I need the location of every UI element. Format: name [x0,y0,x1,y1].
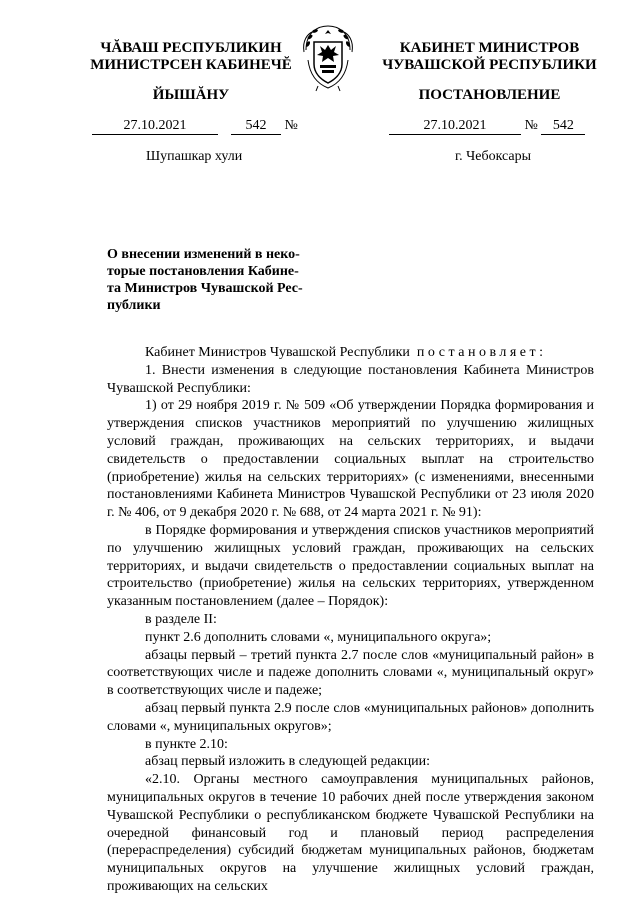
header-left-line2: МИНИСТРСЕН КАБИНЕЧĔ [90,57,292,73]
chuvash-coat-of-arms-icon [296,20,360,92]
date-right: 27.10.2021 [389,119,521,135]
number-right: 542 [541,119,585,135]
header-right-line1: КАБИНЕТ МИНИСТРОВ [399,40,580,56]
document-subject [107,246,307,314]
subject-line: публики [107,298,161,313]
paragraph: в пункте 2.10: [145,736,228,752]
intro-suffix: : [539,345,544,360]
paragraph: абзацы первый – третий пункта 2.7 после слов «муниципальный район» в соответствующих числе и падеже дополнить словами «, муниципальный округ» в соответствующих числе и падеже; [107,647,594,699]
paragraph: абзац первый пункта 2.9 после слов «муниципальных районов» дополнить словами «, муниципальных округов»; [107,700,594,734]
date-number-right [389,118,585,136]
paragraph: 1) от 29 ноября 2019 г. № 509 «Об утверждении Порядка формирования и утверждения списков участников мероприятий по улучшению жилищных условий граждан, проживающих на сельских территориях, и выдачи свидетельств о предоставлении социальных выплат на строительство (приобретение) жилья на сельских территориях» (с изменениями, внесенными постановлениями Кабинета Министров Чувашской Республики от 23 июля 2020 г. № 406, от 9 декабря 2020 г. № 688, от 24 марта 2021 г. № 91): [107,398,594,521]
intro-paragraph [107,344,594,362]
paragraph: «2.10. Органы местного самоуправления муниципальных районов, муниципальных округов в течение 10 рабочих дней после утверждения законом Чувашской Республики о республиканском бюджете Чувашской Республики на очередной финансовый год и плановый период распределения (перераспределения) субсидий бюджетам муниципальных районов, бюджетам муниципальных округов на улучшение жилищных условий граждан, проживающих на сельских [107,772,594,894]
subject-line: та Министров Чувашской Рес- [107,281,303,296]
subject-line: О внесении изменений в неко- [107,247,300,262]
paragraph: пункт 2.6 дополнить словами «, муниципального округа»; [145,629,492,645]
intro-prefix: Кабинет Министров Чувашской Республики [145,345,410,360]
place-left: Шупашкар хули [146,149,243,164]
number-left: 542 [231,119,281,135]
header-left-doctype: ЙЫШĂНУ [152,87,230,103]
number-sign-left: № [284,118,298,133]
subject-line: торые постановления Кабине- [107,264,299,279]
header-left-line1: ЧĂВАШ РЕСПУБЛИКИН [100,40,282,56]
paragraph: 1. Внести изменения в следующие постановления Кабинета Министров Чувашской Республики: [107,362,594,396]
number-sign-right: № [524,118,538,133]
date-left: 27.10.2021 [92,119,218,135]
date-number-left [92,118,298,136]
intro-verb: постановляет [416,345,540,360]
header-right-title [372,40,607,74]
place-right: г. Чебоксары [455,149,532,164]
document-body [107,344,594,896]
paragraph: в разделе II: [145,611,217,627]
paragraph: абзац первый изложить в следующей редакции: [145,754,431,770]
header-left-title [72,40,310,74]
header-right-line2: ЧУВАШСКОЙ РЕСПУБЛИКИ [382,57,597,73]
header-right-doctype: ПОСТАНОВЛЕНИЕ [418,87,561,103]
paragraph: в Порядке формирования и утверждения списков участников мероприятий по улучшению жилищных условий граждан, проживающих на сельских территориях, и выдачи свидетельств о предоставлении социальных выплат на строительство (приобретение) жилья на сельских территориях, утвержденном указанным постановлением (далее – Порядок): [107,522,594,610]
